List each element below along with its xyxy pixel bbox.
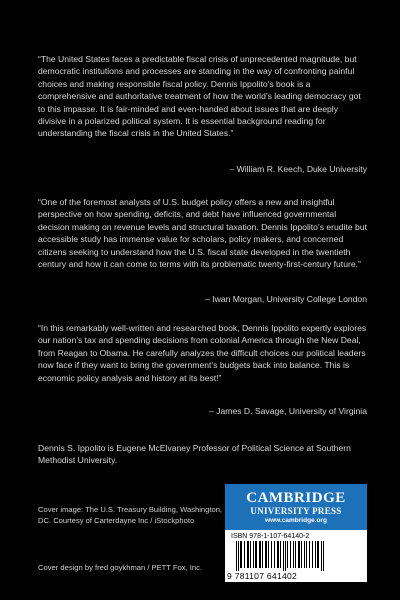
barcode-bar [317,541,319,568]
barcode-bar [236,541,237,571]
barcode-bar [244,541,245,568]
barcode-bar [238,541,239,571]
publisher-name: CAMBRIDGE [246,490,346,506]
barcode-digits: 9 781107 641402 [227,571,298,581]
publisher-subname: UNIVERSITY PRESS [250,506,342,516]
cover-image-credit: Cover image: The U.S. Treasury Building, Washington, DC. Courtesy of Carterdayne Inc / iStockphoto [38,505,223,525]
barcode-bar [280,541,281,568]
endorsement-attribution-1: – William R. Keech, Duke University [229,164,367,174]
barcode-bar [312,541,313,568]
barcode-bar [323,541,324,571]
barcode-bar [321,541,322,571]
barcode-bar [250,541,251,568]
barcode-bar [301,541,302,568]
endorsement-quote-3: “In this remarkably well-written and researched book, Dennis Ippolito expertly explores our nation’s tax and spending decisions from colonial America through the New Deal, from Reagan to Obama. He carefully analyzes the difficult choices our political leaders now face if they want to bring the government’s budgets back into balance. This is economic policy analysis and history at its best!” [38,323,367,383]
barcode-bar [306,541,307,568]
barcode-bar [295,541,296,568]
endorsement-quote-1: “The United States faces a predictable fiscal crisis of unprecedented magnitude, but democratic institutions and processes are standing in the way of confronting painful choices and making responsible fiscal policy. Dennis Ippolito’s book is a comprehensive and authoritative treatment of how the world’s leading democracy got to this impasse. It is fair-minded and even-handed about issues that are deeply divisive in a polarized political system. It is essential background reading for understanding the fiscal crisis in the United States.” [38,54,361,139]
barcode-bar [255,541,257,568]
barcode-bar [277,541,279,568]
barcode-bar [240,541,242,568]
barcode-icon [235,541,359,571]
barcode-bar [298,541,300,568]
isbn-barcode-block [225,530,367,582]
barcode-bar [259,541,261,568]
endorsement-attribution-2: – Iwan Morgan, University College London [205,294,367,304]
barcode-bar [293,541,294,568]
barcode-bar [262,541,263,568]
author-bio: Dennis S. Ippolito is Eugene McElvaney Professor of Political Science at Southern Methodist University. [38,443,351,466]
barcode-bar [265,541,267,568]
endorsement-attribution-3: – James D. Savage, University of Virginia [209,406,367,416]
barcode-bar [253,541,254,568]
barcode-bar [268,541,269,568]
cover-design-credit: Cover design by fred goykhman / PETT Fox, Inc. [38,563,203,572]
barcode-bar [309,541,310,568]
publisher-logo [225,484,367,530]
barcode-bar [247,541,249,568]
barcode-bar [283,541,284,571]
barcode-bar [304,541,305,568]
barcode-bar [285,541,286,571]
barcode-bar [287,541,288,568]
barcode-bar [315,541,316,568]
publisher-url: www.cambridge.org [265,517,327,524]
isbn-label: ISBN 978-1-107-64140-2 [231,533,310,540]
barcode-bar [271,541,272,568]
endorsement-quote-2: “One of the foremost analysts of U.S. budget policy offers a new and insightful perspective on how spending, deficits, and debt have influenced governmental decision making on revenue levels and structural taxation. Dennis Ippolito’s erudite but accessible study has immense value for scholars, policy makers, and concerned citizens seeking to understand how the U.S. fiscal state developed in the twentieth century and how it can come to terms with its problematic twenty-first-century future.” [38,197,367,270]
barcode-bar [290,541,291,568]
barcode-bar [274,541,275,568]
